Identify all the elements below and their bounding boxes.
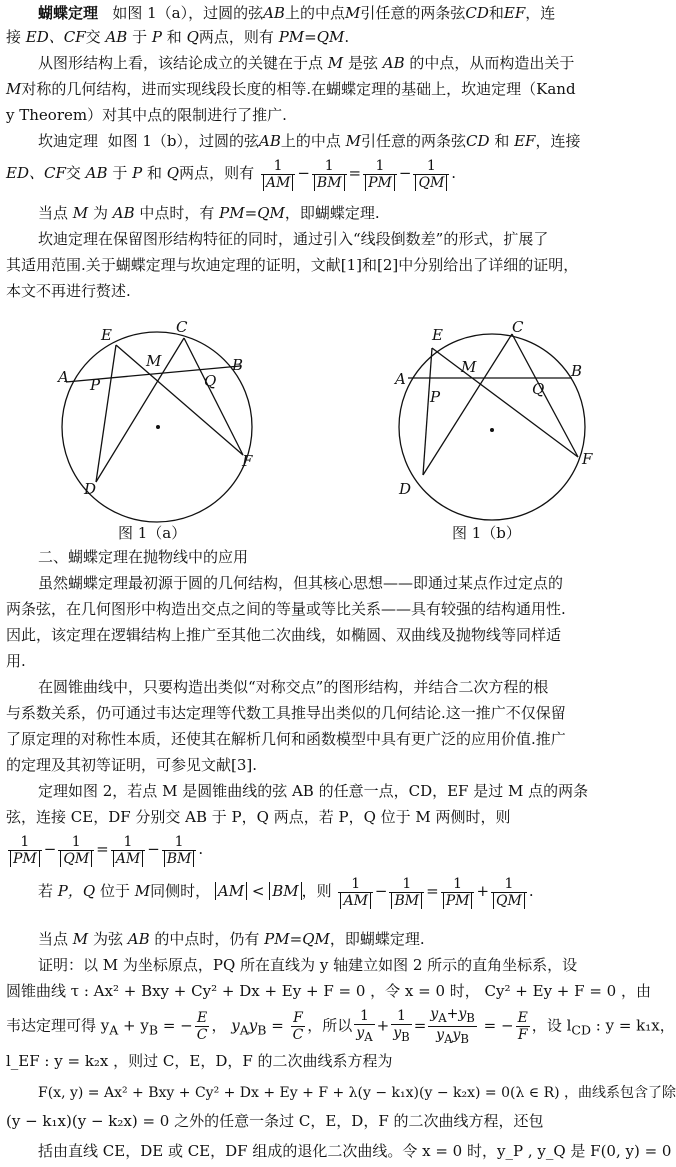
figure-1: [0, 310, 650, 522]
p3-line1: 坎迪定理 如图 1（b），过圆的弦AB上的中点 M引任意的两条弦CD 和 EF，连接: [38, 132, 581, 150]
line-ed-b: [423, 348, 432, 475]
p6-line4: 用.: [6, 652, 26, 670]
label-a-b: A: [395, 370, 406, 388]
p11-line5: F(x, y) = Ax² + Bxy + Cy² + Dx + Ey + F + λ(y − k₁x)(y − k₂x) = 0(λ ∈ R) ，曲线系包含了除: [38, 1085, 676, 1101]
p7-line3: 了原定理的对称性本质，还使其在解析几何和函数模型中具有更广泛的应用价值.推广: [6, 730, 566, 748]
p11-line2: 圆锥曲线 τ : Ax² + Bxy + Cy² + Dx + Ey + F = 0 ，令 x = 0 时， Cy² + Ey + F = 0 ，由: [6, 982, 651, 1000]
p10-line: 当点 M 为弦 AB 的中点时，仍有 PM=QM，即蝴蝶定理.: [38, 930, 425, 948]
p5-line3: 本文不再进行赘述.: [6, 282, 131, 300]
p11-line1: 证明：以 M 为坐标原点，PQ 所在直线为 y 轴建立如图 2 所示的直角坐标系，设: [38, 956, 578, 974]
label-m-b: M: [461, 358, 477, 376]
chord-cd-a: [96, 338, 184, 482]
caption-1b: 图 1（b）: [452, 524, 521, 542]
caption-1a: 图 1（a）: [118, 524, 187, 542]
p5-line2: 其适用范围.关于蝴蝶定理与坎迪定理的证明，文献[1]和[2]中分别给出了详细的证明，: [6, 256, 579, 274]
line-ed-a: [96, 345, 116, 482]
p11-line3: 韦达定理可得 $y_A + y_B$ = − $\frac{E}{C}$ ， $y_Ay_B$ = $\frac{F}{C}$ ，所以 $\frac{1}{y_A}$ + $\frac{1}{y_B}$ = $\frac{y_A+y_B}{y_Ay_B}$ = − $\frac{E}{F}$ ，设 $l_{CD}$ : y = k₁x，: [6, 1006, 675, 1046]
label-c-b: C: [512, 318, 524, 336]
label-q-a: Q: [204, 372, 217, 390]
p1-line1: 蝴蝶定理 如图 1（a），过圆的弦AB上的中点M引任意的两条弦CD和EF，连: [38, 4, 556, 22]
p6-line3: 因此，该定理在逻辑结构上推广至其他二次曲线，如椭圆、双曲线及抛物线等同样适: [6, 626, 562, 644]
label-c-a: C: [176, 318, 188, 336]
kandy-formula: $\frac{1}{AM}$: [261, 158, 295, 191]
p1-line2: 接 ED、CF交 AB 于 P 和 Q两点，则有 PM=QM.: [6, 28, 350, 46]
p8-formula: $\frac{1}{PM}$ − $\frac{1}{QM}$ = $\frac{1}{AM}$ − $\frac{1}{BM}$ .: [6, 832, 646, 870]
chord-ef-a: [116, 345, 243, 455]
label-e-b: E: [432, 326, 443, 344]
label-p-a: P: [90, 376, 101, 394]
center-a: [156, 425, 160, 429]
p6-line1: 虽然蝴蝶定理最初源于圆的几何结构，但其核心思想——即通过某点作过定点的: [38, 574, 564, 592]
p4-line: 当点 M 为 AB 中点时，有 PM=QM，即蝴蝶定理.: [38, 204, 380, 222]
section-2-heading: 二、蝴蝶定理在抛物线中的应用: [38, 548, 249, 566]
center-b: [490, 428, 494, 432]
p5-line1: 坎迪定理在保留图形结构特征的同时，通过引入“线段倒数差”的形式，扩展了: [38, 230, 549, 248]
p11-line7: 括由直线 CE，DE 或 CE，DF 组成的退化二次曲线。令 x = 0 时，y_P , y_Q 是 F(0, y) = 0: [38, 1142, 672, 1160]
label-p-b: P: [430, 388, 441, 406]
p8-line2: 弦，连接 CE，DF 分别交 AB 于 P，Q 两点，若 P，Q 位于 M 两侧时，则: [6, 808, 511, 826]
p2-line2: M对称的几何结构，进而实现线段长度的相等.在蝴蝶定理的基础上，坎迪定理（Kand: [6, 80, 576, 98]
label-e-a: E: [101, 326, 112, 344]
label-q-b: Q: [532, 380, 545, 398]
p9-line: 若 P，Q 位于 M同侧时， AM < BM ，则 $\frac{1}{AM}$ − $\frac{1}{BM}$ = $\frac{1}{PM}$ + $\frac{1}{QM}$ .: [38, 875, 534, 909]
p3-line2: ED、CF交 AB 于 P 和 Q两点，则有 $\frac{1}{AM}$ − $\frac{1}{BM}$ = $\frac{1}{PM}$ − $\frac{1}{QM}$ .: [6, 157, 457, 191]
label-d-b: D: [399, 480, 412, 498]
label-d-a: D: [84, 480, 97, 498]
p7-line2: 与系数关系，仍可通过韦达定理等代数工具推导出类似的几何结论.这一推广不仅保留: [6, 704, 566, 722]
line-cf-b: [512, 334, 578, 457]
label-b-b: B: [571, 362, 583, 380]
p8-line1: 定理如图 2，若点 M 是圆锥曲线的弦 AB 的任意一点，CD，EF 是过 M 点的两条: [38, 782, 589, 800]
label-f-b: F: [582, 450, 593, 468]
label-m-a: M: [146, 352, 162, 370]
p11-line6: (y − k₁x)(y − k₂x) = 0 之外的任意一条过 C，E，D，F 的二次曲线方程，还包: [6, 1112, 544, 1130]
p2-line1: 从图形结构上看，该结论成立的关键在于点 M 是弦 AB 的中点，从而构造出关于: [38, 54, 575, 72]
label-f-a: F: [242, 452, 253, 470]
p11-line4: l_EF : y = k₂x ，则过 C，E，D，F 的二次曲线系方程为: [6, 1052, 393, 1070]
p7-line4: 的定理及其初等证明，可参见文献[3].: [6, 756, 258, 774]
p6-line2: 两条弦，在几何图形中构造出交点之间的等量或等比关系——具有较强的结构通用性.: [6, 600, 566, 618]
chord-ef-b: [432, 348, 578, 457]
p2-line3: y Theorem）对其中点的限制进行了推广.: [6, 106, 287, 124]
label-a-a: A: [58, 368, 69, 386]
p7-line1: 在圆锥曲线中，只要构造出类似“对称交点”的图形结构，并结合二次方程的根: [38, 678, 549, 696]
figure-1b: [399, 334, 585, 520]
label-b-a: B: [232, 356, 244, 374]
